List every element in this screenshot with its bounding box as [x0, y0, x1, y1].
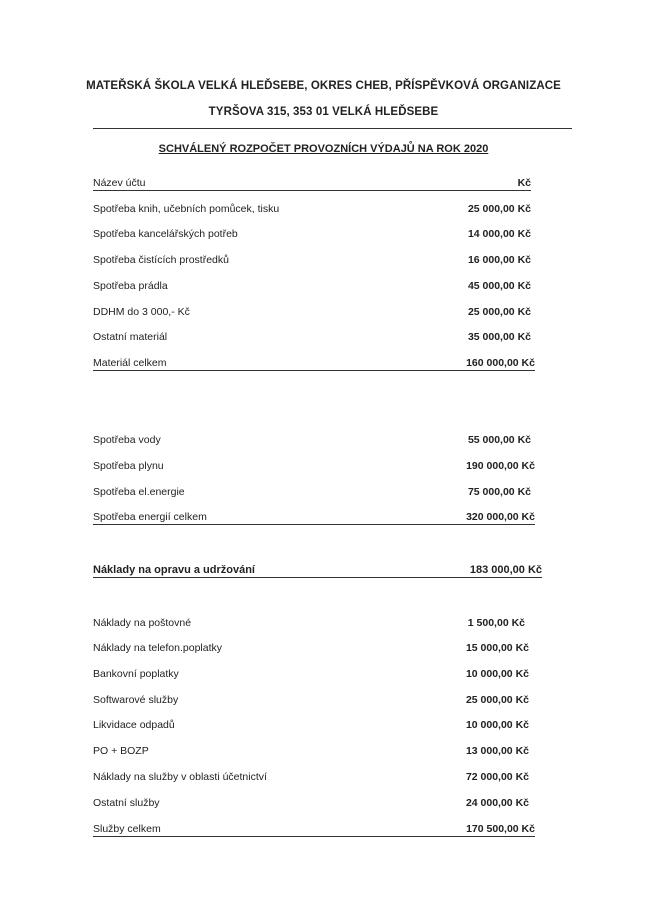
column-header-account-name: Název účtu: [93, 177, 146, 189]
row-label: Spotřeba prádla: [93, 280, 168, 292]
row-label: Spotřeba kancelářských potřeb: [93, 228, 238, 240]
row-label: Náklady na služby v oblasti účetnictví: [93, 771, 267, 783]
table-row: [93, 718, 529, 732]
table-row: [93, 253, 531, 267]
row-label: Ostatní služby: [93, 797, 160, 809]
row-value: 35 000,00 Kč: [467, 331, 531, 343]
table-header-row: [93, 176, 531, 191]
table-row: [93, 227, 531, 241]
services-total-row: [93, 822, 535, 837]
table-row: [93, 279, 531, 293]
row-label: Spotřeba el.energie: [93, 486, 185, 498]
table-row: [93, 202, 531, 216]
table-row: [93, 770, 529, 784]
row-value: 25 000,00 Kč: [465, 694, 529, 706]
table-row: [93, 744, 529, 758]
total-value: 160 000,00 Kč: [466, 357, 535, 369]
energy-total-row: [93, 510, 535, 525]
row-value: 13 000,00 Kč: [465, 745, 529, 757]
row-value: 16 000,00 Kč: [467, 254, 531, 266]
row-label: PO + BOZP: [93, 745, 149, 757]
organization-address: TYRŠOVA 315, 353 01 VELKÁ HLEĎSEBE: [208, 106, 439, 118]
total-label: Materiál celkem: [93, 357, 167, 369]
row-value: 25 000,00 Kč: [467, 306, 531, 318]
row-label: Spotřeba vody: [93, 434, 161, 446]
row-label: Spotřeba knih, učebních pomůcek, tisku: [93, 203, 280, 215]
row-value: 14 000,00 Kč: [467, 228, 531, 240]
table-row: [93, 693, 529, 707]
material-total-row: [93, 356, 535, 371]
table-row: [93, 667, 529, 681]
row-label: Spotřeba čistících prostředků: [93, 254, 229, 266]
repairs-value: 183 000,00 Kč: [469, 564, 542, 576]
table-row: [93, 330, 531, 344]
total-label: Služby celkem: [93, 823, 161, 835]
row-value: 25 000,00 Kč: [467, 203, 531, 215]
repairs-row: [93, 563, 542, 578]
row-label: Ostatní materiál: [93, 331, 168, 343]
total-value: 320 000,00 Kč: [466, 511, 535, 523]
row-value: 72 000,00 Kč: [465, 771, 529, 783]
row-value: 1 500,00 Kč: [467, 617, 525, 629]
table-row: [93, 433, 531, 447]
table-row: [93, 459, 535, 473]
row-value: 15 000,00 Kč: [465, 642, 529, 654]
document-title: SCHVÁLENÝ ROZPOČET PROVOZNÍCH VÝDAJŮ NA ROK 2020: [158, 143, 489, 155]
column-header-currency: Kč: [517, 177, 531, 189]
row-label: Náklady na poštovné: [93, 617, 192, 629]
row-value: 24 000,00 Kč: [465, 797, 529, 809]
row-value: 190 000,00 Kč: [466, 460, 535, 472]
row-label: Náklady na telefon.poplatky: [93, 642, 222, 654]
table-row: [93, 641, 529, 655]
row-value: 45 000,00 Kč: [467, 280, 531, 292]
total-label: Spotřeba energií celkem: [93, 511, 207, 523]
row-label: Spotřeba plynu: [93, 460, 164, 472]
table-row: [93, 305, 531, 319]
total-value: 170 500,00 Kč: [466, 823, 535, 835]
row-value: 10 000,00 Kč: [465, 719, 529, 731]
row-value: 10 000,00 Kč: [465, 668, 529, 680]
repairs-label: Náklady na opravu a udržování: [93, 564, 255, 576]
row-value: 55 000,00 Kč: [467, 434, 531, 446]
row-value: 75 000,00 Kč: [467, 486, 531, 498]
table-row: [93, 485, 531, 499]
row-label: Likvidace odpadů: [93, 719, 175, 731]
header-divider: [93, 128, 572, 129]
row-label: Bankovní poplatky: [93, 668, 179, 680]
table-row: [93, 616, 525, 630]
row-label: DDHM do 3 000,- Kč: [93, 306, 190, 318]
row-label: Softwarové služby: [93, 694, 179, 706]
table-row: [93, 796, 529, 810]
organization-name: MATEŘSKÁ ŠKOLA VELKÁ HLEĎSEBE, OKRES CHEB, PŘÍSPĚVKOVÁ ORGANIZACE: [86, 80, 561, 92]
